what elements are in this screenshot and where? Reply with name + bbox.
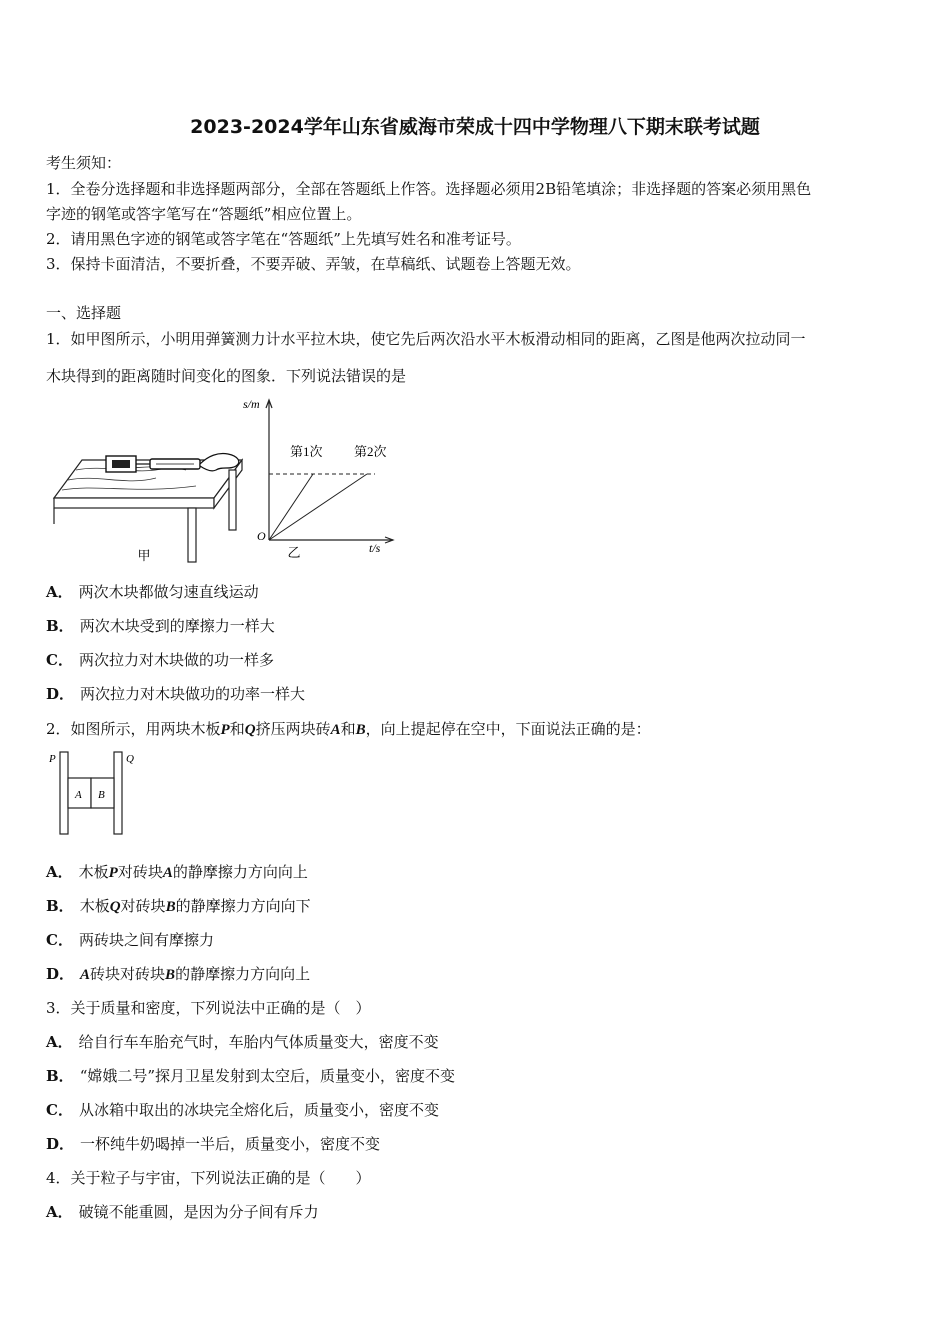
q1-stem-line1: 1．如甲图所示，小明用弹簧测力计水平拉木块，使它先后两次沿水平木板滑动相同的距离，乙图是他两次拉动同一 [46,330,806,348]
table-leg [188,508,196,562]
second-run-line [269,474,367,540]
q2-option-c: C． 两砖块之间有摩擦力 [46,931,214,949]
q1-figure-left [46,440,246,565]
x-axis-label: t/s [369,541,381,555]
board-p [60,752,68,834]
notice-item: 1．全卷分选择题和非选择题两部分，全部在答题纸上作答。选择题必须用2B铅笔填涂；非选择题的答案必须用黑色 [46,180,812,198]
label-q: Q [126,753,134,765]
y-axis-label: s/m [243,397,260,411]
q1-option-c: C． 两次拉力对木块做的功一样多 [46,651,274,669]
q4-stem: 4．关于粒子与宇宙，下列说法正确的是（ ） [46,1169,371,1187]
q2-option-a: A． 木板P对砖块A的静摩擦力方向向上 [46,863,308,881]
q2-stem: 2．如图所示，用两块木板P和Q挤压两块砖A和B，向上提起停在空中，下面说法正确的是： [46,720,651,738]
q1-option-d: D． 两次拉力对木块做功的功率一样大 [46,685,306,703]
q1-fig-left-caption: 甲 [137,548,151,563]
q3-option-d: D． 一杯纯牛奶喝掉一半后，质量变小，密度不变 [46,1135,381,1153]
q1-option-b: B． 两次木块受到的摩擦力一样大 [46,617,275,635]
second-run-label: 第2次 [354,444,387,459]
q3-option-b: B． “嫦娥二号”探月卫星发射到太空后，质量变小，密度不变 [46,1067,456,1085]
notice-heading: 考生须知： [46,154,122,172]
q1-fig-right-caption: 乙 [287,545,301,560]
page-title: 2023-2024学年山东省威海市荣成十四中学物理八下期末联考试题 [190,116,760,138]
first-run-line [269,474,313,540]
q1-figure-graph [243,394,415,564]
label-a: A [75,789,82,801]
label-p: P [49,753,56,765]
q2-option-b: B． 木板Q对砖块B的静摩擦力方向向下 [46,897,311,915]
section-heading: 一、选择题 [46,304,122,322]
notice-item: 3．保持卡面清洁，不要折叠，不要弄破、弄皱，在草稿纸、试题卷上答题无效。 [46,255,581,273]
notice-item: 字迹的钢笔或答字笔写在“答题纸”相应位置上。 [46,205,362,223]
q3-option-a: A． 给自行车车胎充气时，车胎内气体质量变大，密度不变 [46,1033,439,1051]
q1-option-a: A． 两次木块都做匀速直线运动 [46,583,259,601]
q3-stem: 3．关于质量和密度，下列说法中正确的是（ ） [46,999,371,1017]
table-leg [229,470,236,530]
q2-figure [46,748,146,840]
label-b: B [98,789,105,801]
origin-label: O [257,529,266,543]
q3-option-c: C． 从冰箱中取出的冰块完全熔化后，质量变小，密度不变 [46,1101,439,1119]
q2-option-d: D． A砖块对砖块B的静摩擦力方向向上 [46,965,311,983]
table-edge [54,498,214,508]
q4-option-a: A． 破镜不能重圆，是因为分子间有斥力 [46,1203,319,1221]
first-run-label: 第1次 [290,444,323,459]
board-q [114,752,122,834]
notice-item: 2．请用黑色字迹的钢笔或答字笔在“答题纸”上先填写姓名和准考证号。 [46,230,521,248]
q1-stem-line2: 木块得到的距离随时间变化的图象．下列说法错误的是 [46,367,407,385]
